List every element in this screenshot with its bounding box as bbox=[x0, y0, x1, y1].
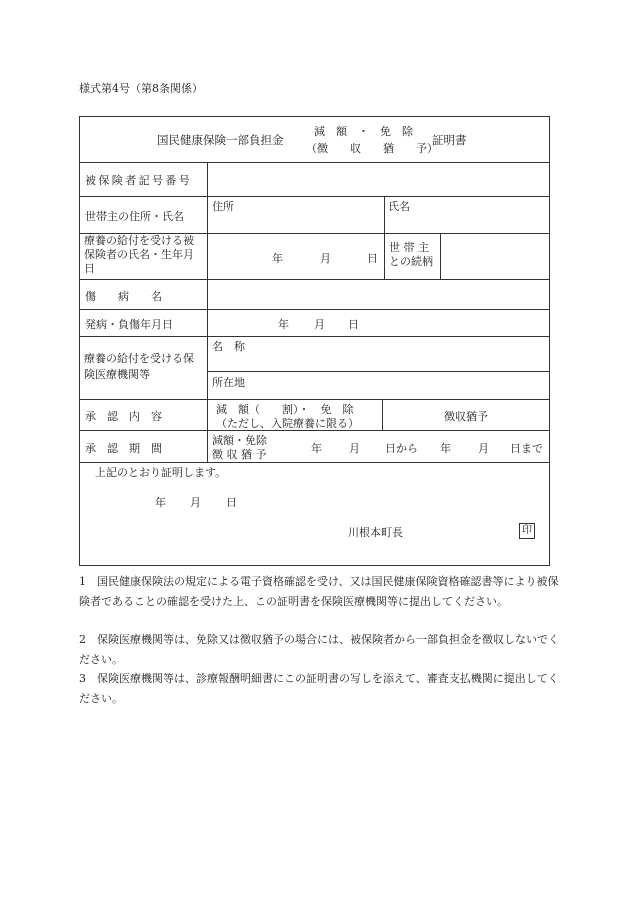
column-divider bbox=[384, 196, 385, 279]
onset-month-label: 月 bbox=[314, 318, 325, 331]
approval-content-label: 承 認 内 容 bbox=[85, 410, 162, 423]
from-month-label: 月 bbox=[349, 442, 360, 455]
note-text: 保険医療機関等は、免除又は徴収猶予の場合には、被保険者から一部負担金を徴収しないでください。 bbox=[79, 633, 559, 666]
note-item bbox=[79, 669, 559, 709]
row-divider bbox=[79, 462, 550, 463]
note-number: 3 bbox=[79, 672, 86, 685]
institution-location-label: 所在地 bbox=[212, 376, 245, 389]
column-divider bbox=[382, 399, 383, 430]
reduction-option[interactable]: 減 額（ 割）・ 免 除 bbox=[216, 403, 354, 416]
certification-statement: 上記のとおり証明します。 bbox=[95, 466, 227, 479]
title-suffix: 証明書 bbox=[432, 133, 467, 147]
note-text: 保険医療機関等は、診療報酬明細書にこの証明書の写しを添えて、審査支払機関に提出してください。 bbox=[79, 672, 559, 705]
patient-label: 療養の給付を受ける被保険者の氏名・生年月日 bbox=[84, 234, 194, 275]
householder-label: 世帯主の住所・氏名 bbox=[85, 210, 184, 223]
column-divider bbox=[440, 233, 441, 279]
title-option-reduction-exemption: 減 額 ・ 免 除 bbox=[314, 125, 413, 138]
from-year-label: 年 bbox=[311, 442, 322, 455]
cert-day-label: 日 bbox=[226, 496, 237, 509]
period-type-deferral: 徴 収 猶 予 bbox=[212, 448, 267, 461]
institution-name-label: 名 称 bbox=[212, 340, 245, 353]
form-number: 様式第4号（第8条関係） bbox=[79, 82, 203, 95]
onset-day-label: 日 bbox=[348, 318, 359, 331]
insured-number-field[interactable] bbox=[208, 163, 549, 195]
issuer-name: 川根本町長 bbox=[348, 526, 403, 539]
patient-birth-month-label: 月 bbox=[320, 252, 331, 265]
row-divider bbox=[207, 371, 550, 372]
householder-address-label: 住所 bbox=[212, 200, 234, 213]
inpatient-only-note: （ただし、入院療養に限る） bbox=[216, 417, 359, 430]
householder-name-label: 氏名 bbox=[388, 200, 410, 213]
row-divider bbox=[79, 309, 550, 310]
title-option-deferral: （徴 収 猶 予） bbox=[306, 142, 438, 155]
to-year-label: 年 bbox=[440, 442, 451, 455]
to-day-label: 日まで bbox=[510, 442, 543, 455]
note-item bbox=[79, 572, 559, 612]
row-divider bbox=[79, 279, 550, 280]
disease-label: 傷 病 名 bbox=[85, 290, 162, 303]
insured-number-label: 被保険者記号番号 bbox=[85, 174, 193, 187]
row-divider bbox=[79, 336, 550, 337]
note-text: 国民健康保険法の規定による電子資格確認を受け、又は国民健康保険資格確認書等により被保険者であることの確認を受けた上、この証明書を保険医療機関等に提出してください。 bbox=[79, 575, 559, 608]
row-divider bbox=[79, 399, 550, 400]
onset-year-label: 年 bbox=[278, 318, 289, 331]
period-type-reduction: 減額・免除 bbox=[212, 434, 267, 447]
title-prefix: 国民健康保険一部負担金 bbox=[157, 133, 284, 147]
column-divider bbox=[207, 162, 208, 462]
cert-month-label: 月 bbox=[190, 496, 201, 509]
note-item bbox=[79, 630, 559, 670]
deferral-option[interactable]: 徴収猶予 bbox=[444, 410, 488, 423]
seal-stamp: 印 bbox=[519, 523, 535, 539]
approval-period-label: 承 認 期 間 bbox=[85, 442, 162, 455]
row-divider bbox=[79, 196, 550, 197]
from-day-label: 日から bbox=[385, 442, 418, 455]
institution-label: 療養の給付を受ける保険医療機関等 bbox=[84, 352, 194, 381]
patient-birth-year-label: 年 bbox=[272, 252, 283, 265]
to-month-label: 月 bbox=[478, 442, 489, 455]
cert-year-label: 年 bbox=[155, 496, 166, 509]
patient-birth-day-label: 日 bbox=[367, 252, 378, 265]
note-number: 1 bbox=[79, 575, 86, 588]
relation-label: 世 帯 主 との続柄 bbox=[389, 241, 433, 268]
note-number: 2 bbox=[79, 633, 86, 646]
onset-label: 発病・負傷年月日 bbox=[85, 318, 173, 331]
